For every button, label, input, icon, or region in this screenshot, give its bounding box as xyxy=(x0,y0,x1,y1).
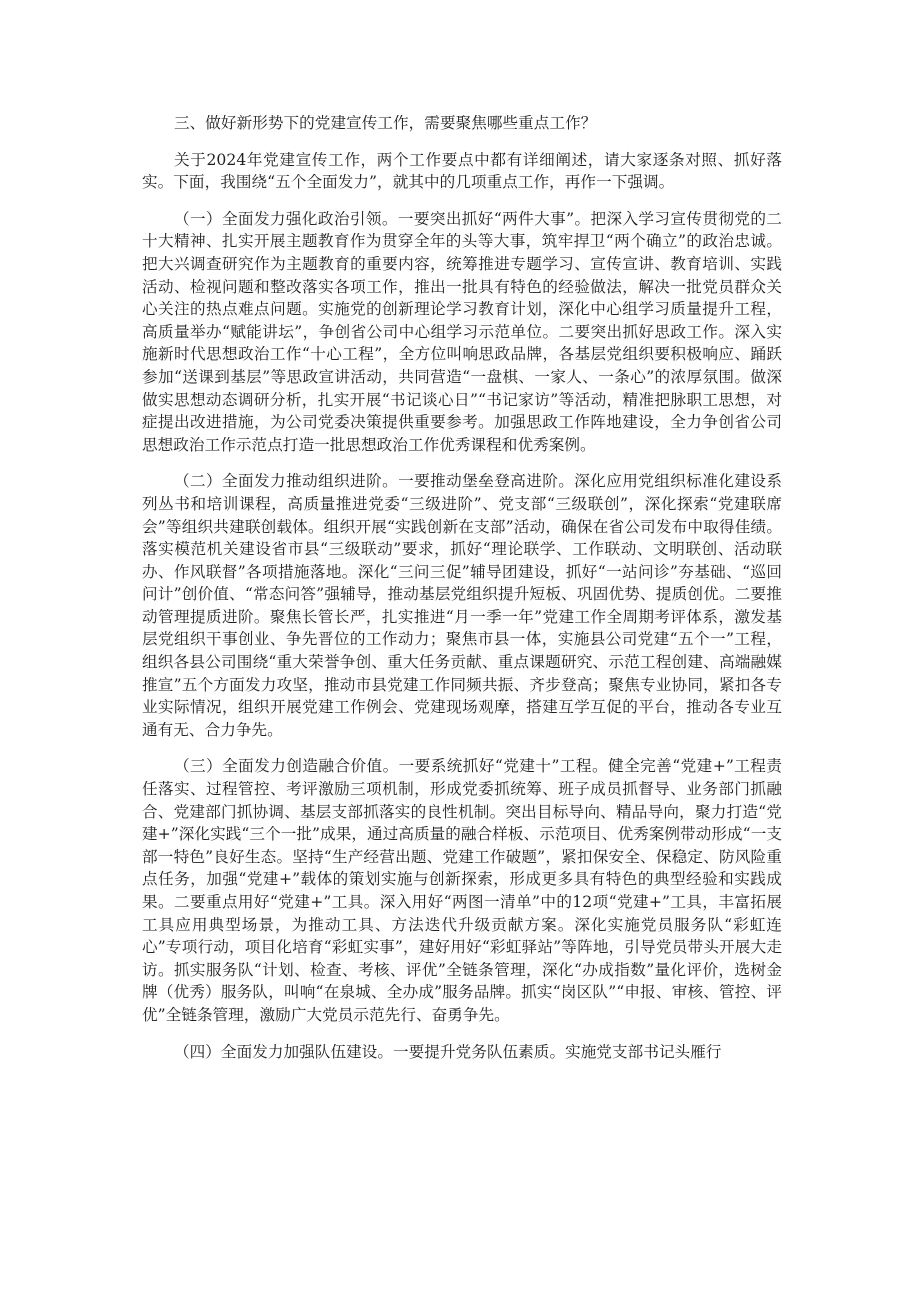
paragraph-political-guidance: （一）全面发力强化政治引领。一要突出抓好“两件大事”。把深入学习宣传贯彻党的二十大精神、扎实开展主题教育作为贯穿全年的头等大事，筑牢捍卫“两个确立”的政治忠诚。把大兴调查研究作为主题教育的重要内容，统筹推进专题学习、宣传宣讲、教育培训、实践活动、检视问题和整改落实各项工作，推出一批具有特色的经验做法，解决一批党员群众关心关注的热点难点问题。实施党的创新理论学习教育计划，深化中心组学习质量提升工程，高质量举办“赋能讲坛”，争创省公司中心组学习示范单位。二要突出抓好思政工作。深入实施新时代思想政治工作“十心工程”，全方位叫响思政品牌，各基层党组织要积极响应、踊跃参加“送课到基层”等思政宣讲活动，共同营造“一盘棋、一家人、一条心”的浓厚氛围。做深做实思想动态调研分析，扎实开展“书记谈心日”“书记家访”等活动，精准把脉职工思想，对症提出改进措施，为公司党委决策提供重要参考。加强思政工作阵地建设，全力争创省公司思想政治工作示范点打造一批思想政治工作优秀课程和优秀案例。 xyxy=(142,209,782,454)
paragraph-organization-advancement: （二）全面发力推动组织进阶。一要推动堡垒登高进阶。深化应用党组织标准化建设系列丛书和培训课程，高质量推进党委“三级进阶”、党支部“三级联创”，深化探索“党建联席会”等组织共建联创载体。组织开展“实践创新在支部”活动，确保在省公司发布中取得佳绩。落实模范机关建设省市县“三级联动”要求，抓好“理论联学、工作联动、文明联创、活动联办、作风联督”各项措施落地。深化“三问三促”辅导团建设，抓好“一站问诊”夯基础、“巡回问计”创价值、“常态问答”强辅导，推动基层党组织提升短板、巩固优势、提质创优。二要推动管理提质进阶。聚焦长管长严，扎实推进“月一季一年”党建工作全周期考评体系，激发基层党组织干事创业、争先晋位的工作动力；聚焦市县一体，实施县公司党建“五个一”工程，组织各县公司围绕“重大荣誉争创、重大任务贡献、重点课题研究、示范工程创建、高端融媒推宣”五个方面发力攻坚，推动市县党建工作同频共振、齐步登高；聚焦专业协同，紧扣各专业实际情况，组织开展党建工作例会、党建现场观摩，搭建互学互促的平台，推动各专业互通有无、合力争先。 xyxy=(142,472,782,739)
document-body xyxy=(142,112,782,1063)
intro-paragraph: 关于2024年党建宣传工作，两个工作要点中都有详细阐述，请大家逐条对照、抓好落实。下面，我围绕“五个全面发力”，就其中的几项重点工作，再作一下强调。 xyxy=(142,150,782,192)
paragraph-team-building: （四）全面发力加强队伍建设。一要提升党务队伍素质。实施党支部书记头雁行 xyxy=(174,1042,722,1061)
paragraph-integration-value: （三）全面发力创造融合价值。一要系统抓好“党建十”工程。健全完善“党建+”工程责任落实、过程管控、考评激励三项机制，形成党委抓统筹、班子成员抓督导、业务部门抓融合、党建部门抓协调、基层支部抓落实的良性机制。突出目标导向、精品导向，聚力打造“党建+”深化实践“三个一批”成果，通过高质量的融合样板、示范项目、优秀案例带动形成“一支部一特色”良好生态。坚持“生产经营出题、党建工作破题”，紧扣保安全、保稳定、防风险重点任务，加强“党建+”载体的策划实施与创新探索，形成更多具有特色的典型经验和实践成果。二要重点用好“党建+”工具。深入用好“两图一清单”中的12项“党建+”工具，丰富拓展工具应用典型场景，为推动工具、方法迭代升级贡献方案。深化实施党员服务队“彩虹连心”专项行动，项目化培育“彩虹实事”，建好用好“彩虹驿站”等阵地，引导党员带头开展大走访。抓实服务队“计划、检查、考核、评优”全链条管理，深化“办成指数”量化评价，选树金牌（优秀）服务队，叫响“在泉城、全办成”服务品牌。抓实“岗区队”“申报、审核、管控、评优”全链条管理，激励广大党员示范先行、奋勇争先。 xyxy=(142,757,782,1024)
section-heading: 三、做好新形势下的党建宣传工作，需要聚焦哪些重点工作？ xyxy=(174,114,597,132)
